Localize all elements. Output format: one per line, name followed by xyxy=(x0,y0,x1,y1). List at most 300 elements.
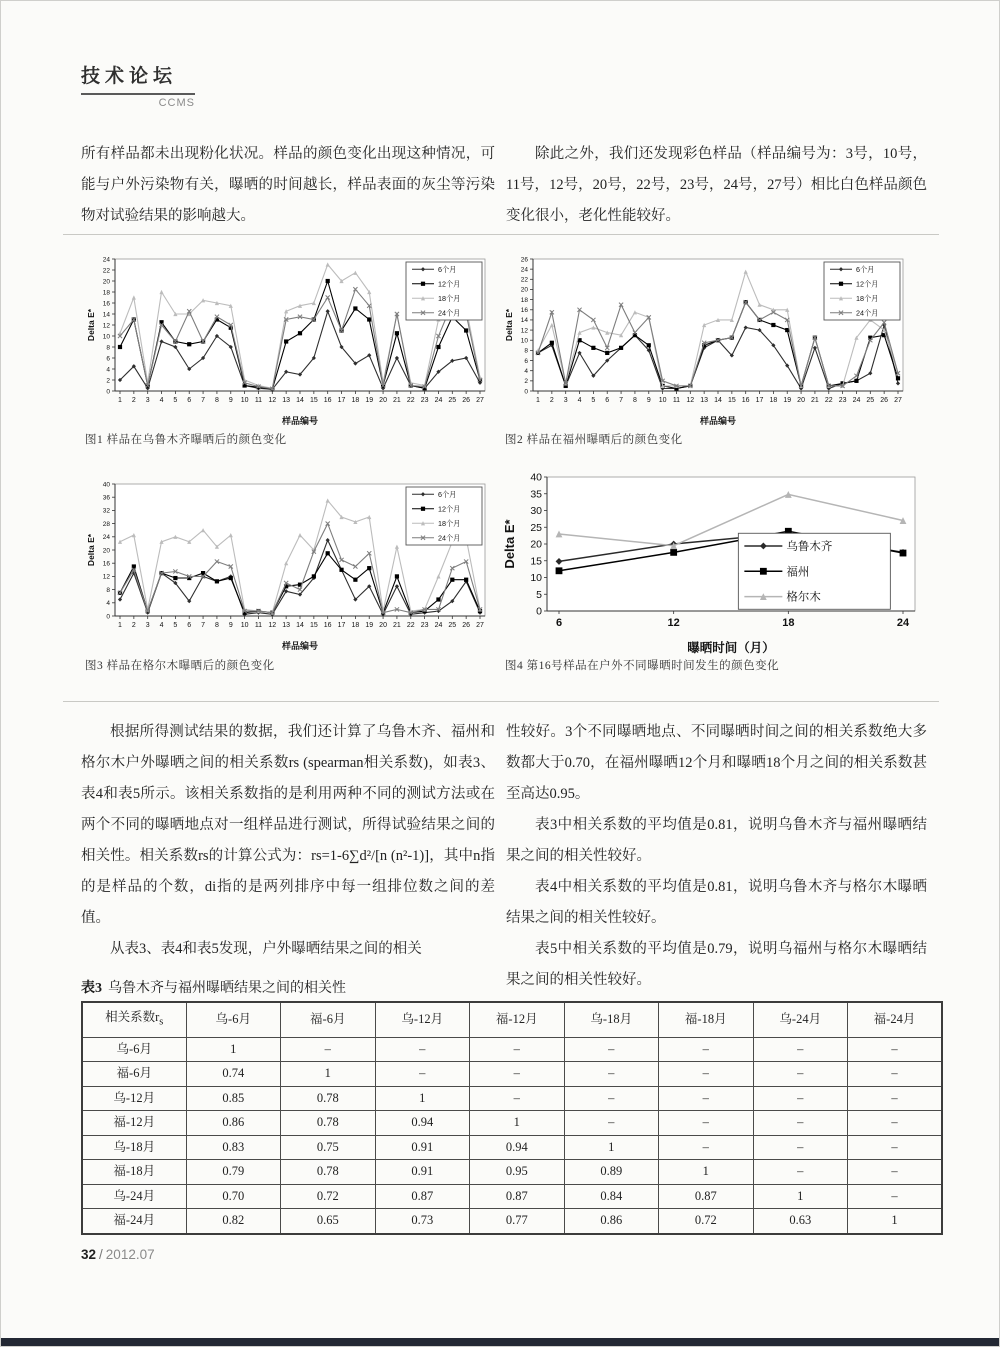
x-tick-label: 18 xyxy=(769,397,778,404)
marker-square xyxy=(421,282,425,286)
table-cell: 0.86 xyxy=(564,1209,659,1234)
x-tick-label: 21 xyxy=(811,397,819,404)
x-tick-label: 8 xyxy=(214,622,219,629)
paragraph-text: 表3中相关系数的平均值是0.81，说明乌鲁木齐与福州曝晒结果之间的相关性较好。 xyxy=(506,817,927,864)
paragraph-text: 所有样品都未出现粉化状况。样品的颜色变化出现这种情况，可能与户外污染物有关，曝晒的时间越长，样品表面的灰尘等污染物对试验结果的影响越大。 xyxy=(81,146,495,224)
x-axis-title: 样品编号 xyxy=(699,416,737,426)
y-axis-title: Delta E* xyxy=(502,519,517,569)
x-tick-label: 24 xyxy=(896,617,910,629)
table-cell: – xyxy=(659,1135,754,1160)
y-tick-label: 24 xyxy=(102,256,110,264)
table-column-header: 乌-6月 xyxy=(186,1002,281,1037)
y-tick-label: 14 xyxy=(520,317,528,325)
x-tick-label: 25 xyxy=(866,397,875,404)
x-tick-label: 4 xyxy=(577,397,582,404)
paragraph-text: 除此之外，我们还发现彩色样品（样品编号为：3号，10号，11号，12号，20号，22号，23号，24号，27号）相比白色样品颜色变化很小，老化性能较好。 xyxy=(506,146,927,224)
table-row-label: 福-18月 xyxy=(82,1160,186,1185)
x-tick-label: 20 xyxy=(379,622,387,629)
legend-label: 24个月 xyxy=(438,308,461,318)
table-row xyxy=(82,1111,942,1136)
table-cell: 0.87 xyxy=(375,1184,470,1209)
x-tick-label: 15 xyxy=(727,397,736,404)
x-tick-label: 19 xyxy=(365,622,374,629)
legend-label: 12个月 xyxy=(438,279,461,289)
y-tick-label: 0 xyxy=(106,613,110,621)
table-cell: 0.82 xyxy=(186,1209,281,1234)
table-column-header: 福-24月 xyxy=(848,1002,943,1037)
x-tick-label: 12 xyxy=(268,622,277,629)
table-cell: – xyxy=(281,1037,376,1062)
marker-square xyxy=(670,549,677,556)
journal-code: CCMS xyxy=(158,97,195,109)
footer-separator: / xyxy=(99,1247,103,1262)
table-cell: – xyxy=(470,1062,565,1087)
legend-label: 格尔木 xyxy=(786,591,821,604)
marker-square xyxy=(556,567,563,574)
marker-square xyxy=(436,345,440,349)
table-cell: – xyxy=(753,1160,848,1185)
table-cell: 0.87 xyxy=(659,1184,754,1209)
y-tick-label: 40 xyxy=(102,481,110,489)
figure1-caption: 图1 样品在乌鲁木齐曝晒后的颜色变化 xyxy=(85,434,287,446)
table3-title-text: 乌鲁木齐与福州曝晒结果之间的相关性 xyxy=(108,981,346,996)
y-tick-label: 16 xyxy=(102,300,110,308)
y-tick-label: 26 xyxy=(520,256,528,264)
table-row-label: 福-24月 xyxy=(82,1209,186,1234)
table-cell: – xyxy=(659,1086,754,1111)
x-tick-label: 27 xyxy=(476,622,484,629)
x-tick-label: 26 xyxy=(462,397,471,404)
marker-square xyxy=(326,551,330,555)
x-tick-label: 9 xyxy=(228,622,233,629)
marker-square xyxy=(229,576,233,580)
y-tick-label: 40 xyxy=(530,471,542,484)
x-tick-label: 1 xyxy=(118,397,122,404)
table-cell: – xyxy=(564,1062,659,1087)
y-tick-label: 0 xyxy=(536,605,542,618)
table-cell: – xyxy=(470,1086,565,1111)
table-row xyxy=(82,1209,942,1234)
table-row xyxy=(82,1037,942,1062)
marker-square xyxy=(591,346,595,350)
fig2-svg xyxy=(503,253,911,429)
y-tick-label: 0 xyxy=(106,388,110,396)
x-tick-label: 13 xyxy=(282,397,291,404)
y-tick-label: 22 xyxy=(520,276,528,284)
x-tick-label: 17 xyxy=(337,622,346,629)
x-tick-label: 18 xyxy=(782,617,795,629)
table-cell: 0.72 xyxy=(659,1209,754,1234)
issue-date: 2012.07 xyxy=(105,1247,155,1262)
x-tick-label: 21 xyxy=(393,622,401,629)
marker-square xyxy=(550,341,554,345)
x-tick-label: 12 xyxy=(667,617,680,629)
table-column-header: 福-18月 xyxy=(659,1002,754,1037)
x-tick-label: 1 xyxy=(118,622,122,629)
x-tick-label: 10 xyxy=(240,622,249,629)
x-tick-label: 4 xyxy=(159,397,164,404)
table-row xyxy=(82,1184,942,1209)
table-cell: – xyxy=(753,1111,848,1136)
page-number: 32 xyxy=(81,1247,97,1262)
y-tick-label: 20 xyxy=(102,278,110,286)
x-tick-label: 23 xyxy=(420,622,429,629)
table-cell: – xyxy=(470,1037,565,1062)
x-tick-label: 27 xyxy=(894,397,902,404)
table-cell: – xyxy=(848,1037,943,1062)
table-cell: 1 xyxy=(753,1184,848,1209)
paragraph-text: 性较好。3个不同曝晒地点、不同曝晒时间之间的相关系数绝大多数都大于0.70，在福州曝晒12个月和曝晒18个月之间的相关系数甚至高达0.95。 xyxy=(506,724,927,802)
marker-square xyxy=(353,306,357,310)
paragraph-top-left xyxy=(81,139,495,232)
y-tick-label: 12 xyxy=(520,327,528,335)
y-axis-title: Delta E* xyxy=(504,308,514,342)
table-cell: – xyxy=(564,1037,659,1062)
x-tick-label: 7 xyxy=(619,397,624,404)
legend-label: 24个月 xyxy=(856,308,879,318)
marker-square xyxy=(312,574,316,578)
table-cell: 1 xyxy=(375,1086,470,1111)
table3-tag: 表3 xyxy=(81,981,102,996)
table-cell: 0.85 xyxy=(186,1086,281,1111)
legend-label: 福州 xyxy=(786,566,810,579)
marker-square xyxy=(353,578,357,582)
x-tick-label: 17 xyxy=(337,397,346,404)
x-tick-label: 14 xyxy=(714,397,722,404)
x-tick-label: 24 xyxy=(852,397,861,404)
y-tick-label: 4 xyxy=(524,367,528,375)
table-cell: 1 xyxy=(659,1160,754,1185)
paragraph-text: 根据所得测试结果的数据，我们还计算了乌鲁木齐、福州和格尔木户外曝晒之间的相关系数rs (spearman相关系数)，如表3、表4和表5所示。该相关系数指的是利用两种不同的测试方法或在两个不同的曝晒地点对一组样品进行测试，所得试验结果之间的相关性。相关系数rs的计算公式为：rs=1-6∑d²/[n (n²-1)]，其中n指的是样品的个数，di指的是两列排序中每一组排位数之间的差值。 xyxy=(81,724,495,926)
marker-square xyxy=(215,579,219,583)
x-tick-label: 22 xyxy=(824,397,833,404)
x-tick-label: 7 xyxy=(201,622,206,629)
table-cell: – xyxy=(848,1160,943,1185)
table-cell: 0.78 xyxy=(281,1111,376,1136)
x-tick-label: 26 xyxy=(880,397,889,404)
x-tick-label: 8 xyxy=(632,397,637,404)
table-cell: – xyxy=(753,1037,848,1062)
table-cell: 0.73 xyxy=(375,1209,470,1234)
x-tick-label: 20 xyxy=(379,397,387,404)
table-cell: – xyxy=(564,1111,659,1136)
x-tick-label: 15 xyxy=(309,622,318,629)
section-title: 技术论坛 xyxy=(81,61,195,95)
table-cell: 0.84 xyxy=(564,1184,659,1209)
marker-square xyxy=(173,576,177,580)
x-tick-label: 24 xyxy=(434,397,443,404)
table-row-label: 乌-6月 xyxy=(82,1037,186,1062)
x-tick-label: 11 xyxy=(254,622,263,629)
divider xyxy=(63,701,939,702)
x-tick-label: 16 xyxy=(323,622,332,629)
y-axis-title: Delta E* xyxy=(86,308,96,342)
marker-square xyxy=(284,339,288,343)
table-cell: 1 xyxy=(470,1111,565,1136)
y-tick-label: 8 xyxy=(106,344,110,352)
marker-square xyxy=(450,578,454,582)
legend-label: 6个月 xyxy=(438,489,457,499)
x-tick-label: 26 xyxy=(462,622,471,629)
x-tick-label: 10 xyxy=(658,397,667,404)
table-cell: – xyxy=(848,1135,943,1160)
y-tick-label: 18 xyxy=(520,296,528,304)
x-tick-label: 7 xyxy=(201,397,206,404)
legend-label: 6个月 xyxy=(438,264,457,274)
table-row xyxy=(82,1135,942,1160)
x-tick-label: 27 xyxy=(476,397,484,404)
table-cell: 0.83 xyxy=(186,1135,281,1160)
x-tick-label: 8 xyxy=(214,397,219,404)
y-tick-label: 12 xyxy=(102,573,110,581)
x-tick-label: 16 xyxy=(741,397,750,404)
table-cell: – xyxy=(848,1062,943,1087)
x-tick-label: 12 xyxy=(686,397,695,404)
table-cell: 0.75 xyxy=(281,1135,376,1160)
x-tick-label: 5 xyxy=(591,397,596,404)
table-row-label: 福-6月 xyxy=(82,1062,186,1087)
y-tick-label: 24 xyxy=(520,266,528,274)
paragraph-mid-right xyxy=(506,717,927,996)
table-column-header: 乌-18月 xyxy=(564,1002,659,1037)
x-tick-label: 2 xyxy=(131,622,136,629)
legend-label: 12个月 xyxy=(856,279,879,289)
table-header-row xyxy=(82,1002,942,1037)
x-axis-title: 样品编号 xyxy=(281,416,319,426)
table-cell: 1 xyxy=(186,1037,281,1062)
marker-square xyxy=(298,331,302,335)
table-row-label: 乌-24月 xyxy=(82,1184,186,1209)
y-tick-label: 6 xyxy=(106,355,110,363)
x-tick-label: 21 xyxy=(393,397,401,404)
table-cell: 0.63 xyxy=(753,1209,848,1234)
x-tick-label: 25 xyxy=(448,397,457,404)
y-tick-label: 15 xyxy=(530,555,542,568)
marker-square xyxy=(896,376,900,380)
table-cell: – xyxy=(375,1062,470,1087)
x-tick-label: 17 xyxy=(755,397,764,404)
y-tick-label: 0 xyxy=(524,388,528,396)
marker-square xyxy=(436,597,440,601)
paragraph-mid-left xyxy=(81,717,495,965)
y-tick-label: 28 xyxy=(102,520,110,528)
x-tick-label: 20 xyxy=(797,397,805,404)
x-tick-label: 23 xyxy=(838,397,847,404)
table-cell: 0.78 xyxy=(281,1160,376,1185)
legend-label: 18个月 xyxy=(856,293,879,303)
y-tick-label: 18 xyxy=(102,289,110,297)
table3-title xyxy=(81,977,346,997)
legend-label: 18个月 xyxy=(438,293,461,303)
legend-label: 18个月 xyxy=(438,518,461,528)
x-tick-label: 16 xyxy=(323,397,332,404)
table-cell: 0.86 xyxy=(186,1111,281,1136)
x-tick-label: 15 xyxy=(309,397,318,404)
table-cell: 0.77 xyxy=(470,1209,565,1234)
figure2-caption: 图2 样品在福州曝晒后的颜色变化 xyxy=(505,434,683,446)
table-cell: 0.74 xyxy=(186,1062,281,1087)
table-row-label: 福-12月 xyxy=(82,1111,186,1136)
y-tick-label: 4 xyxy=(106,366,110,374)
x-tick-label: 6 xyxy=(555,617,563,629)
x-tick-label: 22 xyxy=(406,622,415,629)
y-tick-label: 14 xyxy=(102,311,110,319)
x-tick-label: 3 xyxy=(563,397,568,404)
table-cell: 0.95 xyxy=(470,1160,565,1185)
table3-grid xyxy=(81,1001,943,1235)
table-cell: 0.72 xyxy=(281,1184,376,1209)
paragraph-text: 表4中相关系数的平均值是0.81，说明乌鲁木齐与格尔木曝晒结果之间的相关性较好。 xyxy=(506,879,927,926)
x-tick-label: 1 xyxy=(536,397,540,404)
x-tick-label: 14 xyxy=(296,622,304,629)
x-tick-label: 22 xyxy=(406,397,415,404)
y-tick-label: 6 xyxy=(524,357,528,365)
table-row xyxy=(82,1160,942,1185)
x-tick-label: 18 xyxy=(351,622,360,629)
marker-square xyxy=(900,550,907,557)
table-cell: 0.79 xyxy=(186,1160,281,1185)
y-tick-label: 4 xyxy=(106,600,110,608)
paragraph-text: 表5中相关系数的平均值是0.79，说明乌福州与格尔木曝晒结果之间的相关性较好。 xyxy=(506,941,927,988)
table-cell: – xyxy=(659,1111,754,1136)
x-tick-label: 19 xyxy=(783,397,792,404)
legend-label: 12个月 xyxy=(438,504,461,514)
x-tick-label: 11 xyxy=(672,397,681,404)
figure3-caption: 图3 样品在格尔木曝晒后的颜色变化 xyxy=(85,660,275,672)
fig3-svg xyxy=(85,478,493,654)
table-cell: – xyxy=(659,1037,754,1062)
table-cell: – xyxy=(564,1086,659,1111)
x-tick-label: 6 xyxy=(187,622,192,629)
y-tick-label: 5 xyxy=(536,588,542,601)
x-tick-label: 12 xyxy=(268,397,277,404)
y-tick-label: 16 xyxy=(520,307,528,315)
y-tick-label: 10 xyxy=(102,333,110,341)
paragraph-text: 从表3、表4和表5发现，户外曝晒结果之间的相关 xyxy=(110,941,422,957)
y-tick-label: 8 xyxy=(106,586,110,594)
figure4-caption: 图4 第16号样品在户外不同曝晒时间发生的颜色变化 xyxy=(505,660,780,672)
y-tick-label: 30 xyxy=(530,505,542,518)
figure1-chart xyxy=(85,253,493,434)
table-column-header: 福-6月 xyxy=(281,1002,376,1037)
marker-square xyxy=(118,345,122,349)
legend-label: 24个月 xyxy=(438,533,461,543)
x-tick-label: 2 xyxy=(549,397,554,404)
figure4-chart xyxy=(501,469,925,662)
marker-square xyxy=(326,279,330,283)
table-cell: 0.91 xyxy=(375,1160,470,1185)
table-cell: 0.91 xyxy=(375,1135,470,1160)
fig4-svg xyxy=(501,469,925,657)
table-column-header: 福-12月 xyxy=(470,1002,565,1037)
table-cell: – xyxy=(753,1086,848,1111)
x-tick-label: 19 xyxy=(365,397,374,404)
table-cell: – xyxy=(659,1062,754,1087)
table-cell: – xyxy=(375,1037,470,1062)
table-cell: – xyxy=(753,1135,848,1160)
legend-label: 乌鲁木齐 xyxy=(786,540,833,553)
y-tick-label: 2 xyxy=(524,378,528,386)
x-tick-label: 9 xyxy=(646,397,651,404)
marker-square xyxy=(839,282,843,286)
x-tick-label: 23 xyxy=(420,397,429,404)
y-tick-label: 22 xyxy=(102,267,110,275)
marker-square xyxy=(647,343,651,347)
table-cell: 1 xyxy=(281,1062,376,1087)
marker-square xyxy=(421,507,425,511)
x-tick-label: 13 xyxy=(700,397,709,404)
table-column-header: 乌-24月 xyxy=(753,1002,848,1037)
x-axis-title: 样品编号 xyxy=(281,641,319,651)
figure3-chart xyxy=(85,478,493,659)
y-tick-label: 8 xyxy=(524,347,528,355)
table-cell: 0.78 xyxy=(281,1086,376,1111)
y-tick-label: 16 xyxy=(102,560,110,568)
marker-square xyxy=(760,568,767,575)
marker-square xyxy=(339,568,343,572)
y-tick-label: 32 xyxy=(102,507,110,515)
x-tick-label: 5 xyxy=(173,397,178,404)
marker-square xyxy=(605,351,609,355)
y-tick-label: 36 xyxy=(102,494,110,502)
marker-square xyxy=(619,346,623,350)
x-tick-label: 10 xyxy=(240,397,249,404)
table-cell: 0.87 xyxy=(470,1184,565,1209)
marker-square xyxy=(395,331,399,335)
table-cell: 1 xyxy=(564,1135,659,1160)
y-tick-label: 10 xyxy=(530,572,542,585)
marker-square xyxy=(367,566,371,570)
x-tick-label: 5 xyxy=(173,622,178,629)
table-cell: – xyxy=(848,1184,943,1209)
table-cell: 0.70 xyxy=(186,1184,281,1209)
y-tick-label: 20 xyxy=(520,286,528,294)
y-tick-label: 10 xyxy=(520,337,528,345)
marker-square xyxy=(854,379,858,383)
marker-square xyxy=(771,323,775,327)
y-axis-title: Delta E* xyxy=(86,533,96,567)
table-cell: 0.89 xyxy=(564,1160,659,1185)
page-footer xyxy=(81,1247,155,1262)
x-tick-label: 6 xyxy=(187,397,192,404)
marker-square xyxy=(395,574,399,578)
x-tick-label: 13 xyxy=(282,622,291,629)
x-tick-label: 11 xyxy=(254,397,263,404)
x-tick-label: 6 xyxy=(605,397,610,404)
x-tick-label: 18 xyxy=(351,397,360,404)
table-cell: – xyxy=(848,1111,943,1136)
table-row-label: 乌-12月 xyxy=(82,1086,186,1111)
table-cell: 0.94 xyxy=(470,1135,565,1160)
table-cell: 1 xyxy=(848,1209,943,1234)
table-row-label: 乌-18月 xyxy=(82,1135,186,1160)
y-tick-label: 24 xyxy=(102,534,110,542)
marker-square xyxy=(464,578,468,582)
table-cell: – xyxy=(753,1062,848,1087)
x-axis-title: 曝晒时间（月） xyxy=(687,641,775,655)
y-tick-label: 25 xyxy=(530,521,542,534)
y-tick-label: 2 xyxy=(106,377,110,385)
table-corner-cell: 相关系数$r_s$ xyxy=(82,1002,186,1037)
divider xyxy=(63,234,939,235)
marker-square xyxy=(464,328,468,332)
x-tick-label: 3 xyxy=(145,397,150,404)
fig1-svg xyxy=(85,253,493,429)
x-tick-label: 2 xyxy=(131,397,136,404)
y-tick-label: 12 xyxy=(102,322,110,330)
x-tick-label: 3 xyxy=(145,622,150,629)
masthead xyxy=(81,61,195,109)
